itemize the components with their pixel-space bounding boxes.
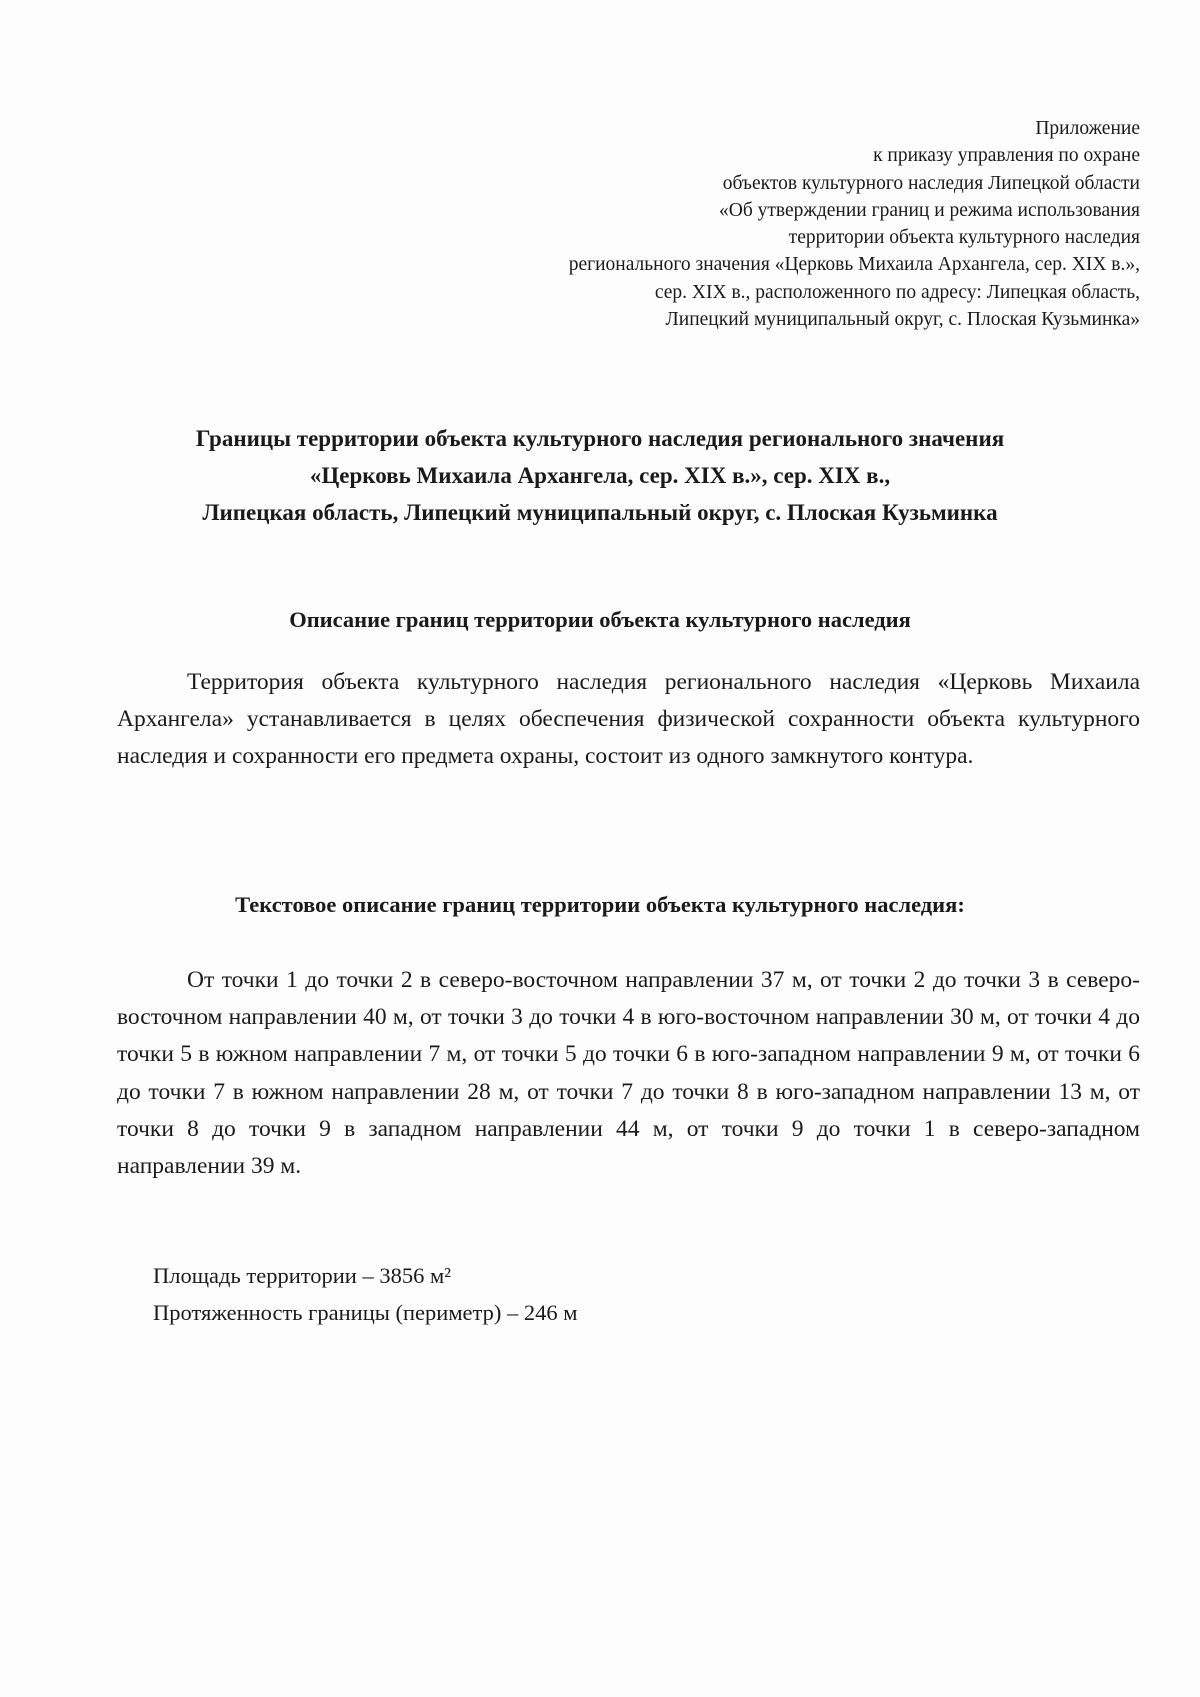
text-description-heading: Текстовое описание границ территории объекта культурного наследия: [235,892,965,917]
territory-stats [153,1257,578,1331]
area-value: Площадь территории – 3856 м² [153,1263,451,1288]
title-line: Липецкая область, Липецкий муниципальный округ, с. Плоская Кузьминка [202,500,998,525]
appendix-line: сер. XIX в., расположенного по адресу: Липецкая область, [654,281,1140,303]
appendix-line: Приложение [1035,118,1140,139]
appendix-line: к приказу управления по охране [873,145,1140,167]
perimeter-value: Протяженность границы (периметр) – 246 м [153,1300,578,1325]
appendix-line: Липецкий муниципальный округ, с. Плоская Кузьминка» [665,309,1140,331]
description-body [117,664,1140,776]
text-description-body [117,962,1140,1185]
appendix-header [380,115,1140,333]
title-line: «Церковь Михаила Архангела, сер. XIX в.», сер. XIX в., [309,463,891,488]
document-title [60,420,1140,531]
title-line: Границы территории объекта культурного наследия регионального значения [195,426,1005,451]
appendix-line: территории объекта культурного наследия [788,227,1140,249]
description-paragraph: Территория объекта культурного наследия регионального наследия «Церковь Михаила Архангела» устанавливается в целях обеспечения физической сохранности объекта культурного наследия и сохранности его предмета охраны, состоит из одного замкнутого контура. [117,669,1140,770]
description-heading: Описание границ территории объекта культурного наследия [289,607,911,632]
appendix-line: регионального значения «Церковь Михаила Архангела, сер. XIX в.», [568,254,1140,276]
appendix-line: «Об утверждении границ и режима использования [718,199,1140,221]
text-description-paragraph: От точки 1 до точки 2 в северо-восточном направлении 37 м, от точки 2 до точки 3 в северо-восточном направлении 40 м, от точки 3 до точки 4 в юго-восточном направлении 30 м, от точки 4 до точки 5 в южном направлении 7 м, от точки 5 до точки 6 в юго-западном направлении 9 м, от точки 6 до точки 7 в южном направлении 28 м, от точки 7 до точки 8 в юго-западном направлении 13 м, от точки 8 до точки 9 в западном направлении 44 м, от точки 9 до точки 1 в северо-западном направлении 39 м. [117,967,1140,1180]
appendix-line: объектов культурного наследия Липецкой области [722,172,1140,194]
